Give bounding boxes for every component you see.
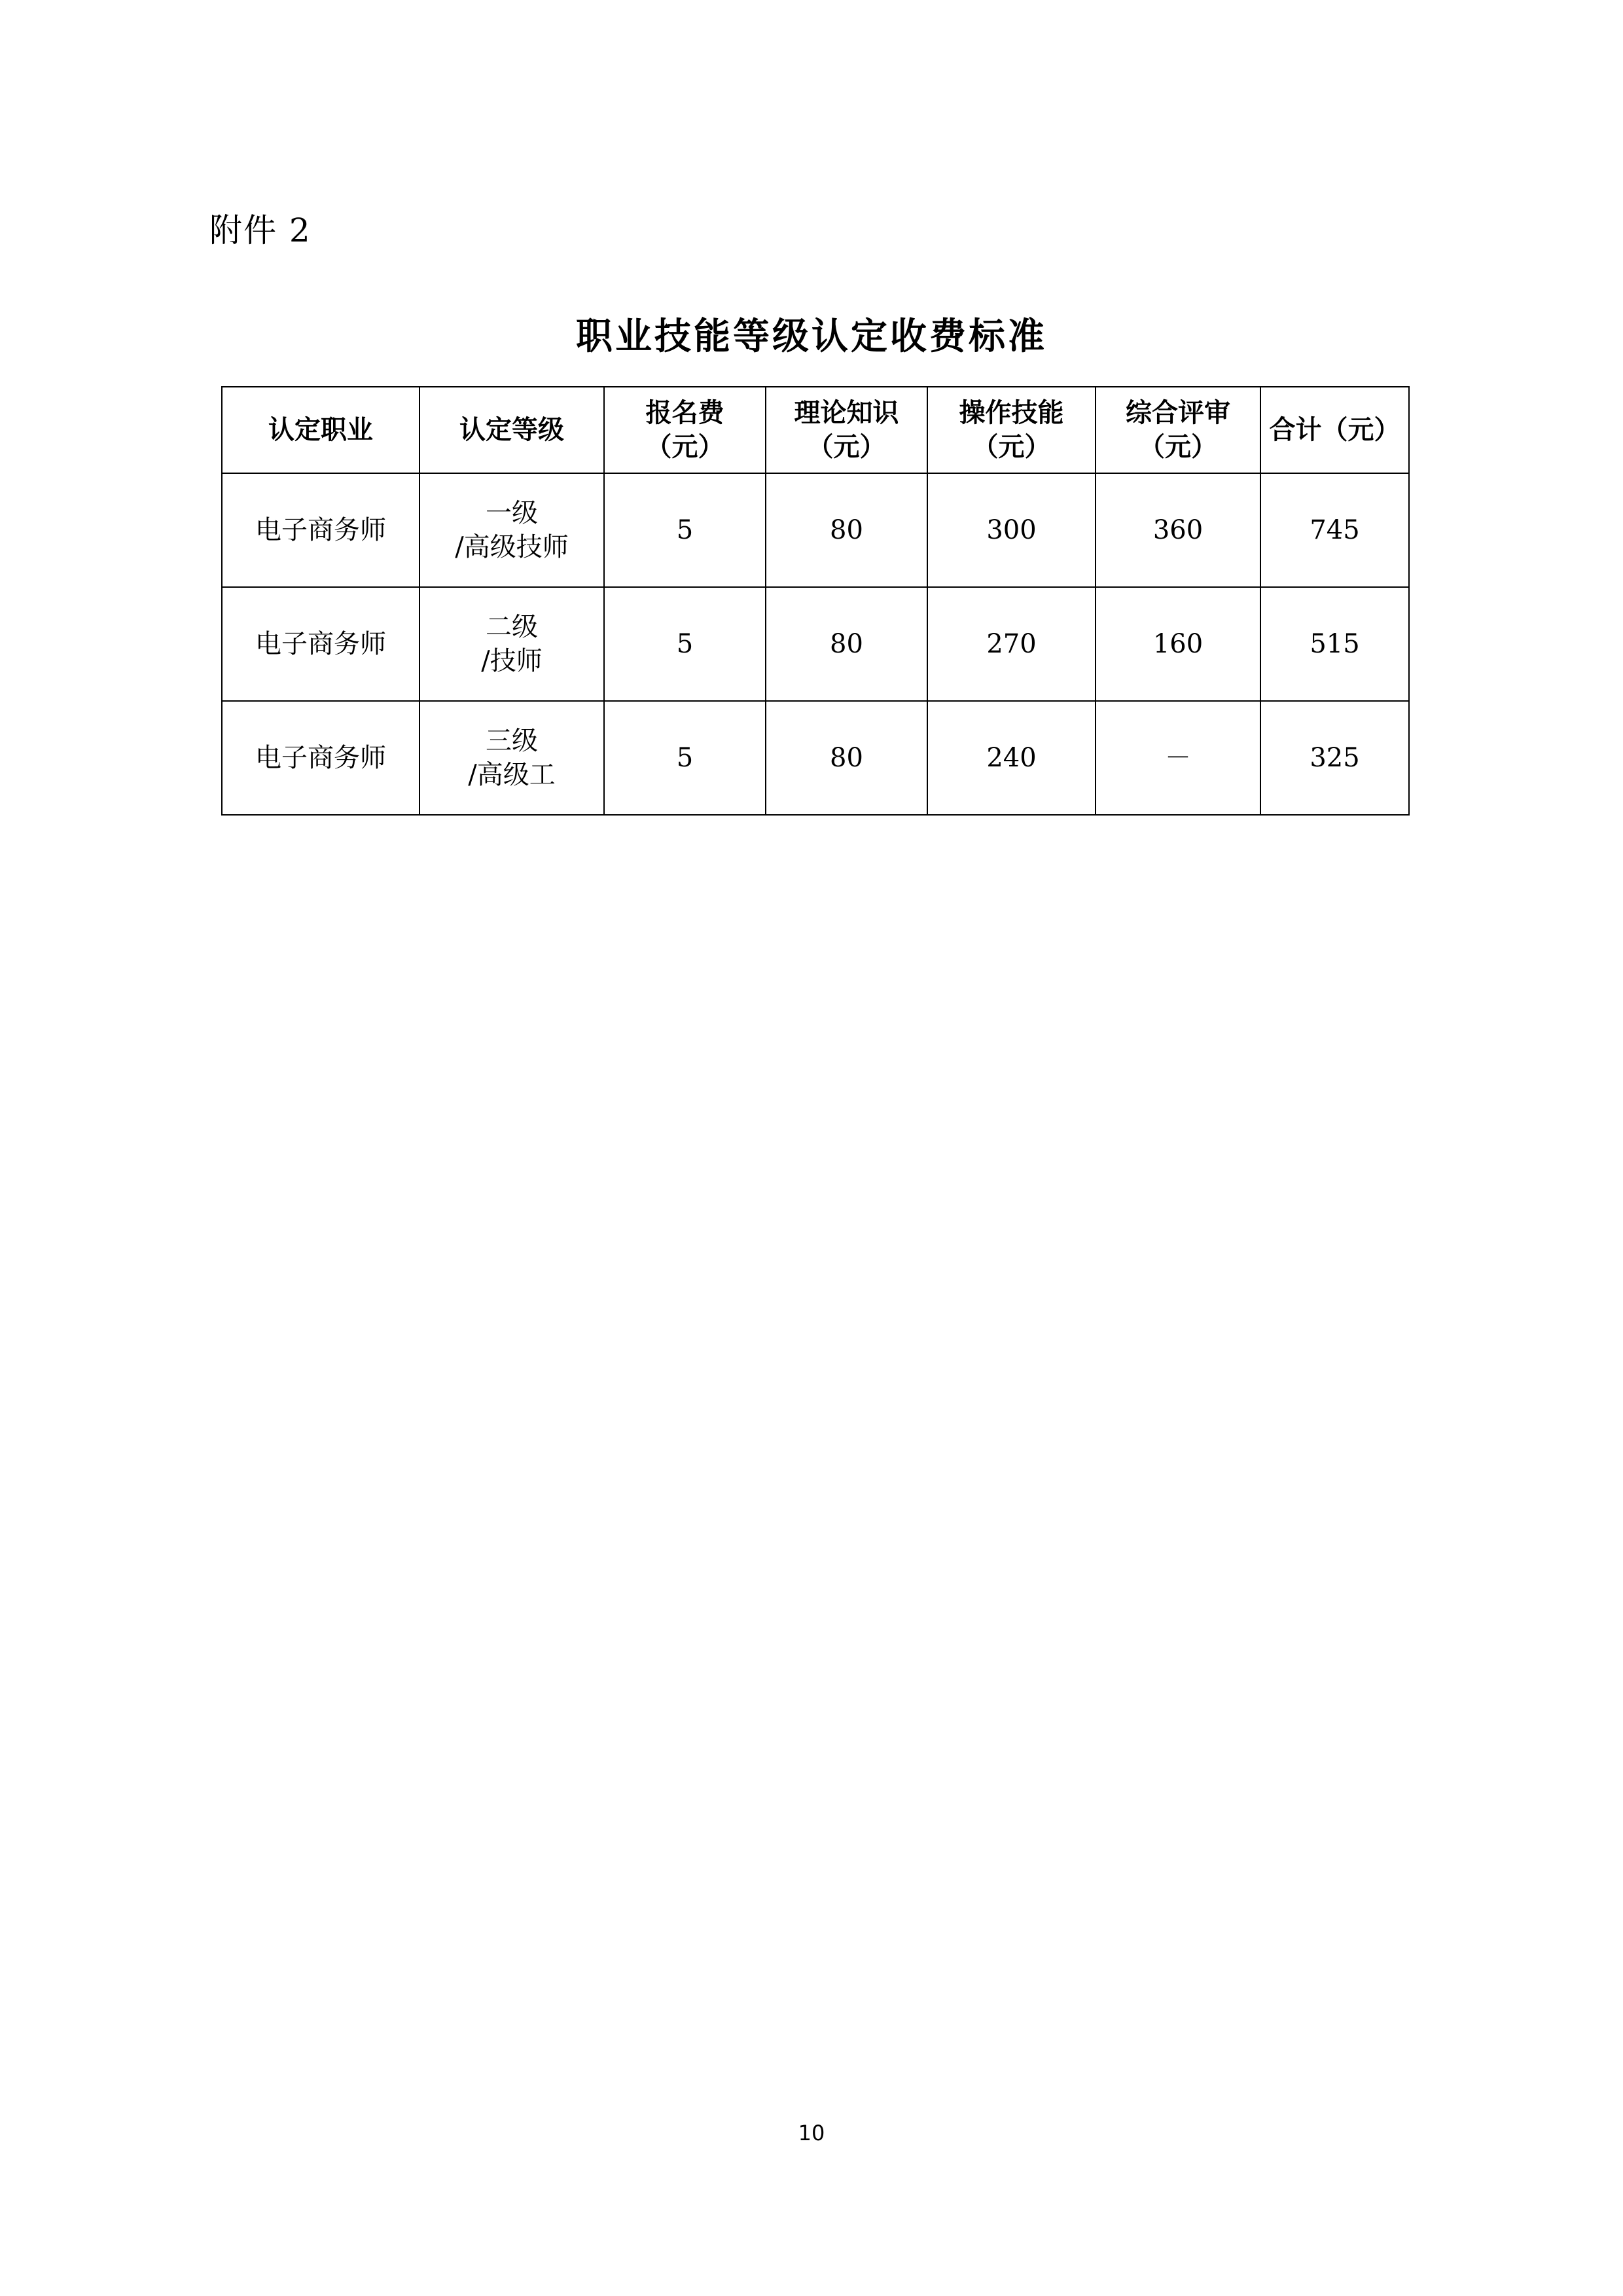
cell-skill-fee: 240	[927, 701, 1096, 815]
cell-skill-fee: 300	[927, 473, 1096, 587]
table-body	[222, 473, 1409, 815]
cell-level-line1: 二级	[486, 612, 538, 642]
cell-registration-fee: 5	[604, 587, 766, 701]
cell-occupation: 电子商务师	[222, 701, 419, 815]
header-skill-fee	[927, 387, 1096, 473]
header-review-fee	[1096, 387, 1260, 473]
cell-review-fee: 160	[1096, 587, 1260, 701]
header-skill-line1: 操作技能	[959, 398, 1064, 428]
header-total-line1: 合计（元）	[1269, 415, 1400, 445]
table-header	[222, 387, 1409, 473]
header-theory-line1: 理论知识	[794, 398, 899, 428]
table-row	[222, 701, 1409, 815]
cell-theory-fee: 80	[766, 587, 927, 701]
cell-review-fee: －	[1096, 701, 1260, 815]
cell-review-fee: 360	[1096, 473, 1260, 587]
header-skill-line2: （元）	[972, 432, 1051, 462]
cell-total-fee: 325	[1260, 701, 1409, 815]
cell-skill-fee: 270	[927, 587, 1096, 701]
header-review-line2: （元）	[1139, 432, 1217, 462]
cell-registration-fee: 5	[604, 473, 766, 587]
page-title: 职业技能等级认定收费标准	[576, 315, 1047, 358]
header-total-fee	[1260, 387, 1409, 473]
cell-total-fee: 745	[1260, 473, 1409, 587]
fee-standard-table	[221, 386, 1410, 816]
header-level-line1: 认定等级	[459, 415, 564, 445]
header-level	[419, 387, 604, 473]
cell-occupation: 电子商务师	[222, 587, 419, 701]
header-occupation-line1: 认定职业	[268, 415, 373, 445]
cell-level-line2: /技师	[481, 646, 543, 676]
cell-level-line2: /高级工	[468, 760, 556, 790]
table-row	[222, 587, 1409, 701]
cell-occupation: 电子商务师	[222, 473, 419, 587]
header-theory-line2: （元）	[807, 432, 886, 462]
header-registration-line2: （元）	[645, 432, 724, 462]
header-occupation	[222, 387, 419, 473]
cell-level	[419, 473, 604, 587]
header-registration-fee	[604, 387, 766, 473]
header-registration-line1: 报名费	[645, 398, 724, 428]
header-theory-fee	[766, 387, 927, 473]
cell-level	[419, 701, 604, 815]
attachment-label: 附件 2	[209, 211, 312, 249]
cell-level-line1: 一级	[486, 498, 538, 528]
cell-level-line2: /高级技师	[455, 532, 569, 562]
cell-theory-fee: 80	[766, 473, 927, 587]
header-review-line1: 综合评审	[1126, 398, 1230, 428]
page-number: 10	[798, 2121, 825, 2145]
cell-theory-fee: 80	[766, 701, 927, 815]
cell-registration-fee: 5	[604, 701, 766, 815]
cell-total-fee: 515	[1260, 587, 1409, 701]
cell-level-line1: 三级	[486, 726, 538, 756]
table-row	[222, 473, 1409, 587]
table-header-row	[222, 387, 1409, 473]
cell-level	[419, 587, 604, 701]
